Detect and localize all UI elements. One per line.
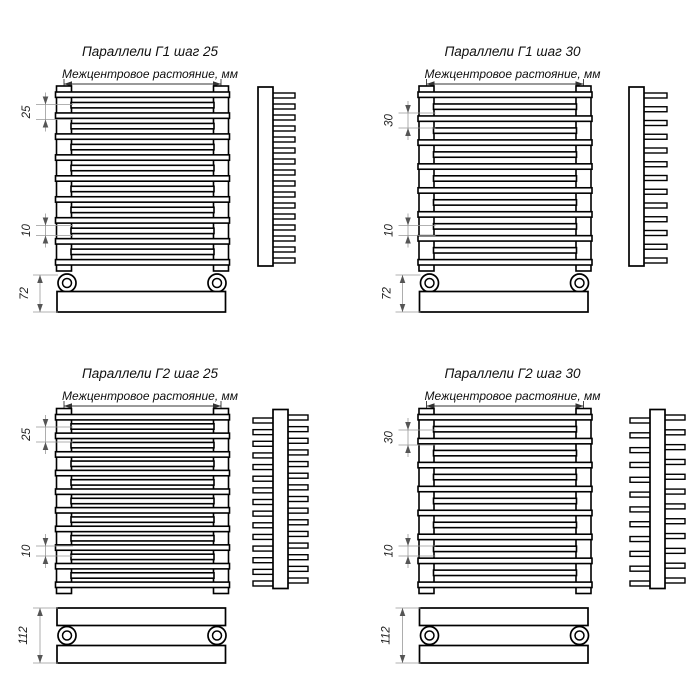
side-rung: [287, 543, 308, 548]
side-rung-back: [630, 537, 651, 542]
side-rung-back: [253, 581, 274, 586]
collector-tube-bore: [425, 279, 434, 288]
dimension-arrow: [405, 538, 411, 546]
depth-dimension: [19, 275, 58, 312]
side-rung: [272, 236, 295, 241]
side-rung: [664, 578, 685, 583]
rung-bar-inset: [71, 102, 214, 107]
rung-bar: [56, 452, 230, 457]
rung-bar: [418, 188, 592, 193]
front-view: [56, 86, 230, 271]
side-rung-back: [253, 500, 274, 505]
rung-bar-inset: [434, 152, 577, 157]
dimension-arrow: [405, 445, 411, 453]
side-rung: [287, 508, 308, 513]
side-rung: [643, 162, 667, 167]
rung-bar: [418, 582, 592, 587]
rung-bar: [418, 212, 592, 217]
rung-bar: [418, 164, 592, 169]
offset-dimension-value: 10: [21, 544, 33, 558]
quadrant-title: Параллели Г1 шаг 25: [81, 44, 219, 59]
rung-bar-inset: [71, 536, 214, 541]
rung-bar: [418, 260, 592, 265]
side-rung: [287, 555, 308, 560]
front-view: [56, 409, 230, 594]
dimension-arrow: [37, 304, 43, 312]
side-rung: [287, 462, 308, 467]
dimension-arrow: [400, 655, 406, 663]
side-rung-back: [630, 462, 651, 467]
side-view: [253, 410, 308, 589]
rung-bar-inset: [71, 480, 214, 485]
front-view: [418, 409, 592, 594]
rung-bar-inset: [71, 249, 214, 254]
rung-bar-inset: [71, 517, 214, 522]
side-rung: [287, 450, 308, 455]
collector-tube-bore: [63, 279, 72, 288]
rung-bar: [418, 558, 592, 563]
side-rung-back: [630, 507, 651, 512]
collector-tube-bore: [575, 631, 584, 640]
rung-bar: [418, 510, 592, 515]
side-rung: [272, 93, 295, 98]
rung-bar-inset: [434, 176, 577, 181]
dimension-arrow: [43, 556, 49, 564]
side-rung: [287, 427, 308, 432]
rung-bar-inset: [434, 104, 577, 109]
side-rung-back: [253, 418, 274, 423]
right-collector: [576, 86, 591, 271]
rung-bar-inset: [434, 522, 577, 527]
side-collector: [273, 410, 288, 589]
left-collector: [419, 86, 434, 271]
depth-dimension-value: 72: [381, 287, 394, 300]
offset-dimension-value: 10: [383, 544, 396, 558]
side-rung: [664, 459, 685, 464]
dimension-arrow: [405, 422, 411, 430]
bottom-view: [420, 274, 589, 312]
side-rung-back: [253, 511, 274, 516]
collector-tube-bore: [425, 631, 434, 640]
side-rung: [272, 159, 295, 164]
rung-bar-inset: [71, 186, 214, 191]
center-distance-label: Межцентровое растояние, мм: [62, 389, 238, 403]
rung-bar: [56, 526, 230, 531]
side-rung: [643, 134, 667, 139]
offset-dimension-value: 10: [21, 224, 33, 237]
side-rung-back: [630, 433, 651, 438]
center-distance-label: Межцентровое растояние, мм: [424, 389, 601, 403]
center-distance-label: Межцентровое растояние, мм: [62, 67, 238, 81]
side-rung: [643, 107, 667, 112]
quadrant-г1-step30: [382, 44, 668, 312]
dimension-arrow: [405, 556, 411, 564]
rung-bar-inset: [71, 165, 214, 170]
bottom-view: [57, 274, 226, 312]
side-rung-back: [253, 430, 274, 435]
back-rung-row-plan: [420, 646, 589, 664]
side-rung: [287, 497, 308, 502]
side-rung: [272, 137, 295, 142]
dimension-arrow: [43, 236, 49, 244]
side-rung: [287, 520, 308, 525]
rung-bar-inset: [71, 424, 214, 429]
rung-bar-inset: [434, 200, 577, 205]
rung-bar: [418, 534, 592, 539]
rung-bar-inset: [71, 554, 214, 559]
rung-bar: [56, 260, 230, 265]
dimension-arrow: [43, 97, 49, 105]
rung-bar-inset: [71, 461, 214, 466]
depth-dimension: [381, 608, 421, 663]
side-rung: [664, 519, 685, 524]
side-rung: [664, 474, 685, 479]
dimension-arrow: [405, 105, 411, 113]
rung-bar: [418, 236, 592, 241]
side-rung: [272, 203, 295, 208]
dimension-arrow: [43, 538, 49, 546]
quadrant-г2-step30: [381, 366, 686, 663]
side-rung-back: [630, 566, 651, 571]
rung-bar: [56, 489, 230, 494]
rung-bar: [56, 113, 230, 118]
side-rung: [664, 563, 685, 568]
side-rung-back: [253, 476, 274, 481]
rung-bar: [56, 239, 230, 244]
dimension-arrow: [405, 218, 411, 226]
collector-tube-bore: [213, 279, 222, 288]
side-rung-back: [630, 551, 651, 556]
rung-bar: [418, 116, 592, 121]
rung-bar: [56, 545, 230, 550]
rung-row-plan: [420, 292, 589, 313]
side-rung: [643, 244, 667, 249]
rung-bar-inset: [434, 128, 577, 133]
dimension-arrow: [43, 218, 49, 226]
side-rung: [272, 225, 295, 230]
side-rung: [643, 176, 667, 181]
dimension-arrow: [400, 304, 406, 312]
dimension-arrow: [405, 128, 411, 136]
side-rung-back: [253, 523, 274, 528]
dimension-arrow: [400, 275, 406, 283]
depth-dimension: [382, 275, 421, 312]
side-rung: [664, 430, 685, 435]
collector-tube-bore: [63, 631, 72, 640]
side-collector: [258, 87, 273, 266]
rung-bar-inset: [71, 442, 214, 447]
depth-dimension-value: 112: [380, 626, 393, 645]
rung-bar: [418, 415, 592, 420]
rung-row-plan: [57, 292, 226, 313]
side-rung: [272, 181, 295, 186]
rung-bar-inset: [434, 426, 577, 431]
rung-bar-inset: [71, 144, 214, 149]
side-rung: [643, 189, 667, 194]
side-rung: [272, 148, 295, 153]
side-rung: [272, 126, 295, 131]
rung-bar-inset: [434, 450, 577, 455]
side-rung: [664, 534, 685, 539]
rung-bar: [56, 155, 230, 160]
rung-bar-inset: [71, 228, 214, 233]
side-rung: [272, 115, 295, 120]
side-rung-back: [253, 546, 274, 551]
side-rung-back: [253, 488, 274, 493]
rung-bar-inset: [434, 248, 577, 253]
side-rung-back: [253, 465, 274, 470]
rung-bar: [418, 140, 592, 145]
side-rung: [272, 247, 295, 252]
side-rung-back: [630, 522, 651, 527]
side-rung: [664, 504, 685, 509]
rung-bar: [56, 433, 230, 438]
side-rung-back: [253, 453, 274, 458]
collector-tube-bore: [213, 631, 222, 640]
side-rung: [287, 415, 308, 420]
side-rung-back: [630, 477, 651, 482]
side-rung: [664, 489, 685, 494]
dimension-arrow: [405, 236, 411, 244]
quadrant-г1-step25: [19, 44, 295, 312]
offset-dimension-value: 10: [383, 224, 396, 237]
front-rung-row-plan: [420, 608, 589, 626]
depth-dimension: [18, 608, 58, 663]
dimension-arrow: [43, 442, 49, 450]
side-rung: [287, 566, 308, 571]
side-rung: [272, 170, 295, 175]
side-collector: [650, 410, 665, 589]
rung-bar-inset: [434, 224, 577, 229]
side-collector: [629, 87, 644, 266]
rung-bar: [418, 462, 592, 467]
rung-bar: [56, 415, 230, 420]
side-rung: [643, 203, 667, 208]
step-dimension-value: 25: [21, 105, 33, 119]
rung-bar-inset: [71, 123, 214, 128]
side-rung: [287, 473, 308, 478]
side-rung: [664, 415, 685, 420]
front-view: [418, 86, 592, 271]
depth-dimension-value: 112: [18, 626, 30, 645]
rung-bar-inset: [71, 573, 214, 578]
side-rung-back: [253, 441, 274, 446]
side-rung: [272, 192, 295, 197]
step-dimension-value: 30: [383, 431, 396, 444]
dimension-arrow: [400, 608, 406, 616]
side-rung: [643, 217, 667, 222]
quadrant-title: Параллели Г2 шаг 25: [81, 366, 219, 381]
side-rung: [287, 485, 308, 490]
side-view: [630, 410, 685, 589]
rung-bar: [56, 508, 230, 513]
rung-bar: [56, 218, 230, 223]
center-distance-label: Межцентровое растояние, мм: [424, 67, 601, 81]
side-rung-back: [253, 569, 274, 574]
side-rung: [272, 104, 295, 109]
bottom-view: [420, 608, 589, 663]
left-collector: [419, 409, 434, 594]
rung-bar: [56, 563, 230, 568]
rung-bar-inset: [71, 498, 214, 503]
right-collector: [576, 409, 591, 594]
rung-bar: [56, 176, 230, 181]
depth-dimension-value: 72: [19, 287, 31, 300]
side-rung: [287, 578, 308, 583]
rung-bar-inset: [71, 207, 214, 212]
dimension-arrow: [37, 275, 43, 283]
side-rung-back: [630, 418, 651, 423]
dimension-arrow: [43, 120, 49, 128]
side-rung: [272, 258, 295, 263]
side-rung-back: [630, 492, 651, 497]
rung-bar: [418, 486, 592, 491]
side-rung: [664, 445, 685, 450]
side-rung: [643, 258, 667, 263]
front-rung-row-plan: [57, 608, 226, 626]
rung-bar: [56, 92, 230, 97]
side-rung: [643, 148, 667, 153]
dimension-arrow: [43, 419, 49, 427]
step-dimension-value: 30: [383, 114, 396, 127]
side-rung: [287, 438, 308, 443]
rung-bar-inset: [434, 474, 577, 479]
side-rung: [643, 93, 667, 98]
side-view: [258, 87, 295, 266]
side-rung-back: [253, 534, 274, 539]
side-rung-back: [630, 448, 651, 453]
step-dimension-value: 25: [21, 428, 33, 441]
side-view: [629, 87, 667, 266]
side-rung-back: [630, 581, 651, 586]
quadrant-title: Параллели Г1 шаг 30: [444, 44, 581, 59]
rung-bar: [56, 134, 230, 139]
back-rung-row-plan: [57, 646, 226, 664]
dimension-arrow: [37, 655, 43, 663]
side-rung: [664, 548, 685, 553]
rung-bar: [56, 582, 230, 587]
bottom-view: [57, 608, 226, 663]
side-rung: [287, 531, 308, 536]
side-rung-back: [253, 558, 274, 563]
collector-tube-bore: [575, 279, 584, 288]
rung-bar: [56, 470, 230, 475]
dimension-arrow: [37, 608, 43, 616]
side-rung: [643, 121, 667, 126]
quadrant-г2-step25: [18, 366, 308, 663]
rung-bar: [56, 197, 230, 202]
rung-bar-inset: [434, 570, 577, 575]
rung-bar: [418, 438, 592, 443]
rung-bar: [418, 92, 592, 97]
quadrant-title: Параллели Г2 шаг 30: [444, 366, 581, 381]
side-rung: [272, 214, 295, 219]
rung-bar-inset: [434, 546, 577, 551]
side-rung: [643, 231, 667, 236]
rung-bar-inset: [434, 498, 577, 503]
